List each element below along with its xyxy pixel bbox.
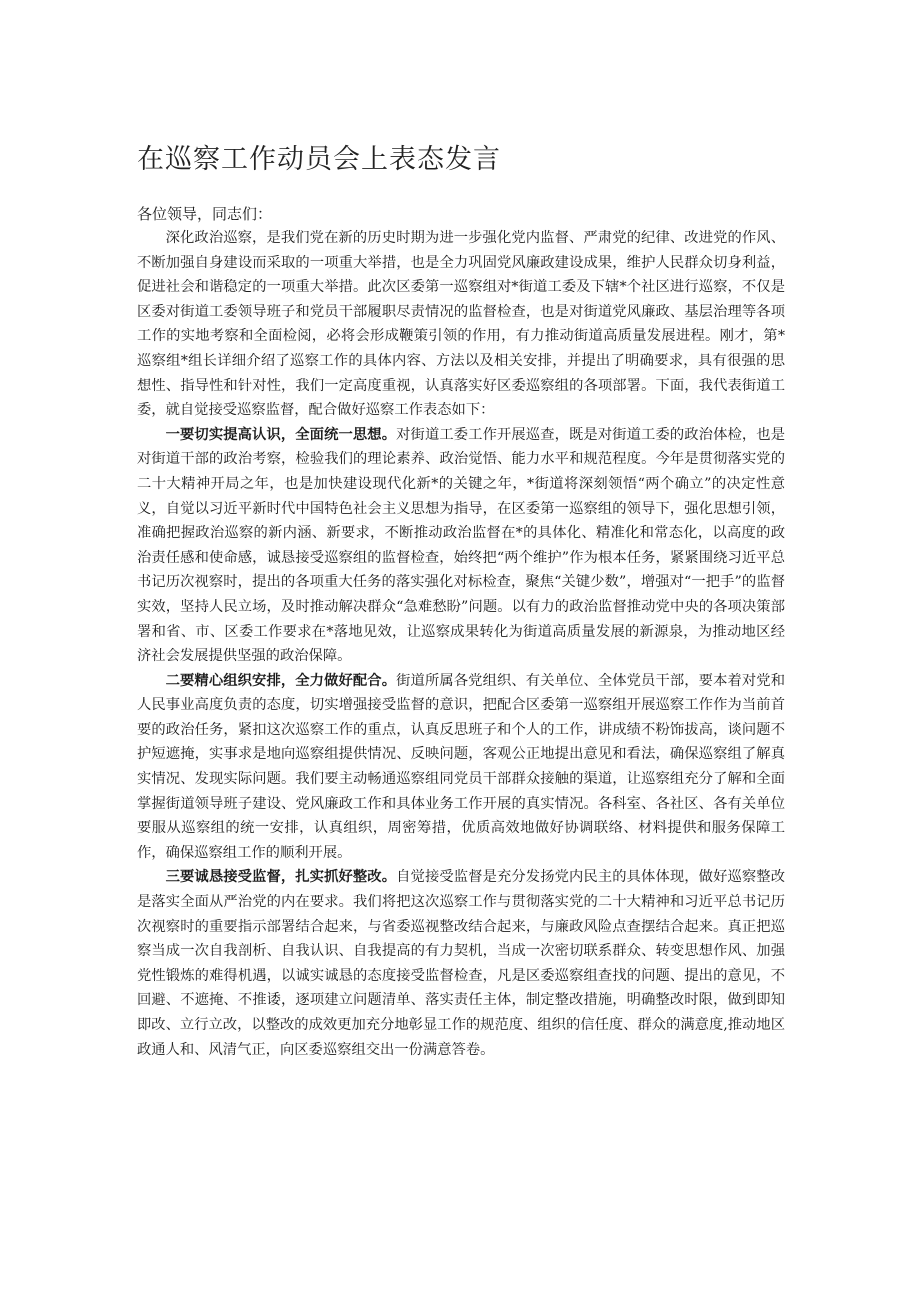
paragraph-point-2-text: 街道所属各党组织、有关单位、全体党员干部，要本着对党和人民事业高度负责的态度，切实增强接受监督的意识，把配合区委第一巡察组开展巡察工作作为当前首要的政治任务，紧扣这次巡察工作的重点，认真反思班子和个人的工作，讲成绩不粉饰拔高，谈问题不护短遮掩，实事求是地向巡察组提供情况、反映问题，客观公正地提出意见和看法，确保巡察组了解真实情况、发现实际问题。我们要主动畅通巡察组同党员干部群众接触的渠道，让巡察组充分了解和全面掌握街道领导班子建设、党风廉政工作和具体业务工作开展的真实情况。各科室、各社区、各有关单位要服从巡察组的统一安排，认真组织，周密筹措，优质高效地做好协调联络、材料提供和服务保障工作，确保巡察组工作的顺利开展。 [137, 672, 786, 861]
paragraph-intro [137, 226, 785, 423]
paragraph-point-3-text: 自觉接受监督是充分发扬党内民主的具体体现，做好巡察整改是落实全面从严治党的内在要求。我们将把这次巡察工作与贯彻落实党的二十大精神和习近平总书记历次视察时的重要指示部署结合起来，与省委巡视整改结合起来，与廉政风险点查摆结合起来。真正把巡察当成一次自我剖析、自我认识、自我提高的有力契机，当成一次密切联系群众、转变思想作风、加强党性锻炼的难得机遇，以诚实诚恳的态度接受监督检查，凡是区委巡察组查找的问题、提出的意见，不回避、不遮掩、不推诿，逐项建立问题清单、落实责任主体，制定整改措施，明确整改时限，做到即知即改、立行立改，以整改的成效更加充分地彰显工作的规范度、组织的信任度、群众的满意度,推动地区政通人和、风清气正，向区委巡察组交出一份满意答卷。 [137, 869, 786, 1058]
paragraph-point-1 [137, 423, 785, 669]
salutation: 各位领导，同志们： [137, 205, 273, 223]
document-body [137, 140, 785, 1062]
page-title: 在巡察工作动员会上表态发言 [137, 144, 501, 175]
paragraph-point-2 [137, 669, 785, 866]
paragraph-point-1-text: 对街道工委工作开展巡查，既是对街道工委的政治体检，也是对街道干部的政治考察，检验我们的理论素养、政治觉悟、能力水平和规范程度。今年是贯彻落实党的二十大精神开局之年，也是加快建设现代化新*的关键之年，*街道将深刻领悟“两个确立”的决定性意义，自觉以习近平新时代中国特色社会主义思想为指导，在区委第一巡察组的领导下，强化思想引领，准确把握政治巡察的新内涵、新要求，不断推动政治监督在*的具体化、精准化和常态化，以高度的政治责任感和使命感，诚恳接受巡察组的监督检查，始终把“两个维护”作为根本任务，紧紧围绕习近平总书记历次视察时，提出的各项重大任务的落实强化对标检查，聚焦“关键少数”，增强对“一把手”的监督实效，坚持人民立场，及时推动解决群众“急难愁盼”问题。以有力的政治监督推动党中央的各项决策部署和省、市、区委工作要求在*落地见效，让巡察成果转化为街道高质量发展的新源泉，为推动地区经济社会发展提供坚强的政治保障。 [137, 426, 786, 665]
paragraph-point-1-heading: 一要切实提高认识，全面统一思想。 [165, 426, 397, 443]
paragraph-point-2-heading: 二要精心组织安排，全力做好配合。 [165, 672, 397, 689]
paragraph-intro-text: 深化政治巡察，是我们党在新的历史时期为进一步强化党内监督、严肃党的纪律、改进党的作风、不断加强自身建设而采取的一项重大举措，也是全力巩固党风廉政建设成果，维护人民群众切身利益，促进社会和谐稳定的一项重大举措。此次区委第一巡察组对*街道工委及下辖*个社区进行巡察，不仅是区委对街道工委领导班子和党员干部履职尽责情况的监督检查，也是对街道党风廉政、基层治理等各项工作的实地考察和全面检阅，必将会形成鞭策引领的作用，有力推动街道高质量发展进程。刚才，第*巡察组*组长详细介绍了巡察工作的具体内容、方法以及相关安排，并提出了明确要求，具有很强的思想性、指导性和针对性，我们一定高度重视，认真落实好区委巡察组的各项部署。下面，我代表街道工委，就自觉接受巡察监督，配合做好巡察工作表态如下： [137, 230, 785, 419]
paragraph-point-3-heading: 三要诚恳接受监督，扎实抓好整改。 [165, 869, 397, 886]
paragraph-point-3 [137, 865, 785, 1062]
